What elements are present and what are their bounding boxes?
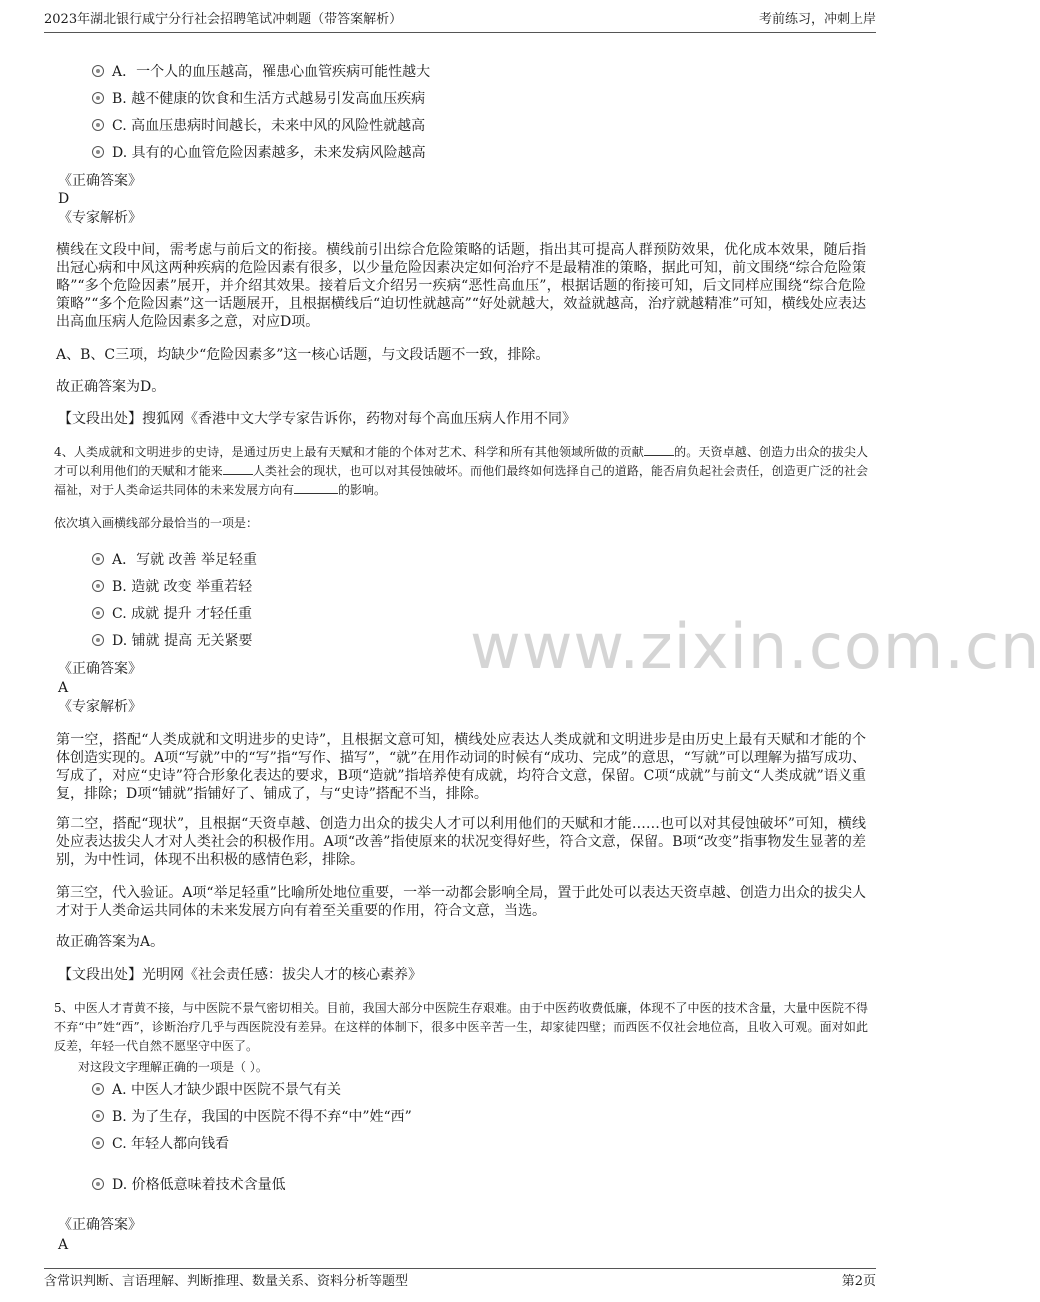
page-number: 第2页 xyxy=(841,1274,876,1289)
q3-analysis-paragraph: A、B、C三项，均缺少“危险因素多”这一核心话题，与文段话题不一致，排除。 xyxy=(56,347,550,363)
q5-answer-label: 《正确答案》 xyxy=(58,1217,142,1233)
q3-answer: D xyxy=(58,191,70,207)
document-title: 2023年湖北银行咸宁分行社会招聘笔试冲刺题（带答案解析） xyxy=(44,12,403,27)
blank-line xyxy=(223,462,253,475)
radio-icon[interactable] xyxy=(92,119,104,131)
q3-option-d[interactable]: D. 具有的心血管危险因素越多，未来发病风险越高 xyxy=(92,143,426,163)
q4-option-b[interactable]: B. 造就 改变 举重若轻 xyxy=(92,577,252,597)
header-slogan: 考前练习，冲刺上岸 xyxy=(758,12,876,27)
radio-icon[interactable] xyxy=(92,146,104,158)
watermark-text: www.zixin.com.cn xyxy=(470,610,1040,683)
footer-note: 含常识判断、言语理解、判断推理、数量关系、资料分析等题型 xyxy=(44,1274,409,1289)
blank-line xyxy=(644,443,674,456)
radio-icon[interactable] xyxy=(92,607,104,619)
q4-analysis-paragraph: 第三空，代入验证。A项“举足轻重”比喻所处地位重要，一举一动都会影响全局，置于此处可以表达天资卓越、创造力出众的拔尖人才对于人类命运共同体的未来发展方向有着至关重要的作用，符合文意，当选。 xyxy=(56,885,866,919)
q4-answer: A xyxy=(58,680,69,696)
q3-option-a[interactable]: A．一个人的血压越高，罹患心血管疾病可能性越大 xyxy=(92,62,430,82)
q3-option-b[interactable]: B. 越不健康的饮食和生活方式越易引发高血压疾病 xyxy=(92,89,425,109)
q5-option-c[interactable]: C. 年轻人都向钱看 xyxy=(92,1134,229,1154)
q3-conclusion: 故正确答案为D。 xyxy=(56,379,166,395)
q3-analysis-paragraph: 横线在文段中间，需考虑与前后文的衔接。横线前引出综合危险策略的话题，指出其可提高人群预防效果，优化成本效果，随后指出冠心病和中风这两种疾病的危险因素有很多，以少量危险因素决定如何治疗不是最精准的策略，据此可知，前文围绕“综合危险策略”“多个危险因素”展开，并介绍其效果。接着后文介绍另一疾病“恶性高血压”，根据话题的衔接可知，后文同样应围绕“综合危险策略”“多个危险因素”这一话题展开，且根据横线后“迫切性就越高”“好处就越大，效益就越高，治疗就越精准”可知，横线处应表达出高血压病人危险因素多之意，对应D项。 xyxy=(56,242,866,330)
radio-icon[interactable] xyxy=(92,1083,104,1095)
radio-icon[interactable] xyxy=(92,65,104,77)
q4-source: 【文段出处】光明网《社会责任感：拔尖人才的核心素养》 xyxy=(58,967,422,983)
q4-analysis-paragraph: 第一空，搭配“人类成就和文明进步的史诗”，且根据文意可知，横线处应表达人类成就和文明进步是由历史上最有天赋和才能的个体创造实现的。A项“写就”中的“写”指“写作、描写”，“就”在用作动词的时候有“成功、完成”的意思，“写就”可以理解为描写成功、写成了，对应“史诗”符合形象化表达的要求，B项“造就”指培养使有成就，均符合文意，保留。C项“成就”与前文“人类成就”语义重复，排除；D项“铺就”指铺好了、铺成了，与“史诗”搭配不当，排除。 xyxy=(56,732,866,802)
radio-icon[interactable] xyxy=(92,1110,104,1122)
q5-stem: 5、中医人才青黄不接，与中医院不景气密切相关。目前，我国大部分中医院生存艰难。由于中医药收费低廉，体现不了中医的技术含量，大量中医院不得不弃“中”姓“西”，诊断治疗几乎与西医院没有差异。在这样的体制下，很多中医辛苦一生，却家徒四壁；而西医不仅社会地位高，且收入可观。面对如此反差，年轻一代自然不愿坚守中医了。 xyxy=(54,1001,868,1053)
q4-analysis-label: 《专家解析》 xyxy=(58,699,142,715)
radio-icon[interactable] xyxy=(92,553,104,565)
q4-stem: 4、人类成就和文明进步的史诗，是通过历史上最有天赋和才能的个体对艺术、科学和所有其他领域所做的贡献 的。天资卓越、创造力出众的拔尖人才可以利用他们的天赋和才能来 人类社会的现状，也可以对其侵蚀破坏。而他们最终如何选择自己的道路，能否肩负起社会责任，创造更广泛的社会福祉，对于人类命运共同体的未来发展方向有 的影响。 xyxy=(54,445,868,497)
page-header xyxy=(44,8,876,33)
q5-option-b[interactable]: B. 为了生存，我国的中医院不得不弃“中”姓“西” xyxy=(92,1107,412,1127)
q4-conclusion: 故正确答案为A。 xyxy=(56,934,165,950)
q4-answer-label: 《正确答案》 xyxy=(58,661,142,677)
q4-option-a[interactable]: A．写就 改善 举足轻重 xyxy=(92,550,257,570)
q5-answer: A xyxy=(58,1237,69,1253)
q4-prompt: 依次填入画横线部分最恰当的一项是： xyxy=(54,516,259,530)
radio-icon[interactable] xyxy=(92,580,104,592)
q3-option-c[interactable]: C. 高血压患病时间越长，未来中风的风险性就越高 xyxy=(92,116,425,136)
q5-prompt: 对这段文字理解正确的一项是（ ）。 xyxy=(78,1060,268,1074)
q4-option-c[interactable]: C. 成就 提升 才轻任重 xyxy=(92,604,252,624)
q5-option-a[interactable]: A. 中医人才缺少跟中医院不景气有关 xyxy=(92,1080,341,1100)
q4-analysis-paragraph: 第二空，搭配“现状”，且根据“天资卓越、创造力出众的拔尖人才可以利用他们的天赋和才能……也可以对其侵蚀破坏”可知，横线处应表达拔尖人才对人类社会的积极作用。A项“改善”指使原来的状况变得好些，符合文意，保留。B项“改变”指事物发生显著的差别，为中性词，体现不出积极的感情色彩，排除。 xyxy=(56,816,866,868)
radio-icon[interactable] xyxy=(92,92,104,104)
page-footer xyxy=(44,1268,876,1293)
radio-icon[interactable] xyxy=(92,1178,104,1190)
q3-answer-label: 《正确答案》 xyxy=(58,173,142,189)
q3-source: 【文段出处】搜狐网《香港中文大学专家告诉你，药物对每个高血压病人作用不同》 xyxy=(58,411,576,427)
q5-option-d[interactable]: D. 价格低意味着技术含量低 xyxy=(92,1175,286,1195)
q4-option-d[interactable]: D. 铺就 提高 无关紧要 xyxy=(92,631,253,651)
q3-analysis-label: 《专家解析》 xyxy=(58,210,142,226)
blank-line xyxy=(294,481,338,494)
radio-icon[interactable] xyxy=(92,634,104,646)
radio-icon[interactable] xyxy=(92,1137,104,1149)
